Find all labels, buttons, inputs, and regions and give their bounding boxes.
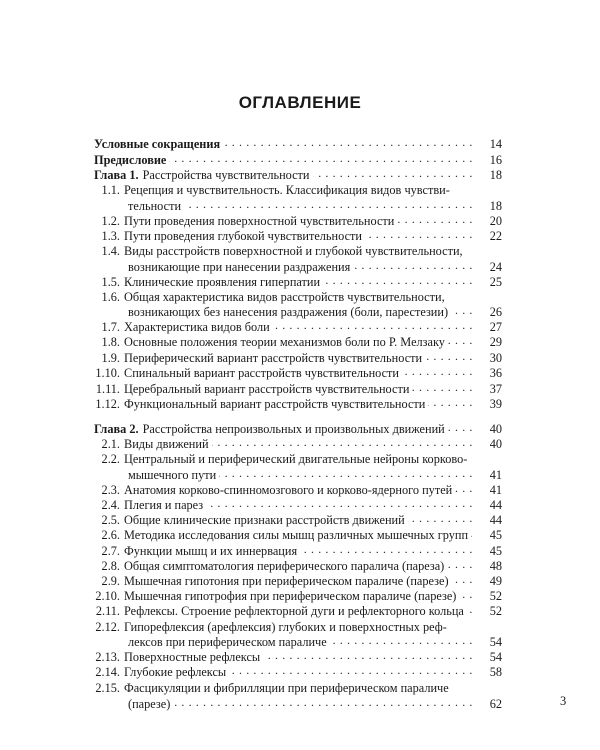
dot-leader xyxy=(184,198,473,214)
toc-entry-number: 2.10. xyxy=(95,589,120,603)
toc-entry xyxy=(94,421,502,437)
dot-leader xyxy=(212,436,473,452)
toc-entry-title: Спинальный вариант расстройств чувствительности xyxy=(124,366,400,380)
toc-entry-number: 2.9. xyxy=(101,574,120,588)
toc-entry-title: Основные положения теории механизмов боли по Р. Мелзаку xyxy=(124,335,445,349)
toc-entry xyxy=(94,243,502,259)
toc-entry-page: 18 xyxy=(489,199,502,213)
toc-entry xyxy=(94,603,502,619)
dot-leader xyxy=(273,319,473,335)
toc-entry-title: Церебральный вариант расстройств чувствительности xyxy=(124,382,410,396)
toc-entry-number: 2.2. xyxy=(101,452,120,466)
toc-entry xyxy=(94,304,502,320)
dot-leader xyxy=(452,573,473,589)
toc-entry-number: 2.15. xyxy=(95,681,120,695)
dot-leader xyxy=(412,381,473,397)
dot-leader xyxy=(425,350,473,366)
toc-entry-title: Предисловие xyxy=(94,153,167,167)
toc-entry-page: 16 xyxy=(489,153,502,167)
toc-entry-number: 2.8. xyxy=(101,559,120,573)
toc-entry-number: 1.7. xyxy=(101,320,120,334)
chapter-number: Глава 2. xyxy=(94,422,139,436)
toc-entry xyxy=(94,482,502,498)
toc-entry-page: 27 xyxy=(489,320,502,334)
dot-leader xyxy=(459,588,473,604)
toc-entry-page: 52 xyxy=(489,604,502,618)
toc-entry-number: 1.4. xyxy=(101,244,120,258)
toc-entry-number: 1.6. xyxy=(101,290,120,304)
page-number: 3 xyxy=(560,694,567,708)
toc-entry-page: 24 xyxy=(489,260,502,274)
toc-entry-title: Клинические проявления гиперпатии xyxy=(124,275,321,289)
dot-leader xyxy=(451,304,473,320)
toc-entry xyxy=(94,527,502,543)
toc-entry-page: 54 xyxy=(489,650,502,664)
dot-leader xyxy=(471,527,473,543)
toc-entry-title: тельности xyxy=(128,199,182,213)
dot-leader xyxy=(447,558,473,574)
toc-entry-title: мышечного пути xyxy=(128,468,217,482)
toc-entry-title: Глубокие рефлексы xyxy=(124,665,227,679)
toc-entry-title: Рецепция и чувствительность. Классификация видов чувстви- xyxy=(124,183,450,197)
toc-entry-page: 62 xyxy=(489,697,502,711)
toc-entry xyxy=(94,680,502,696)
toc-entry xyxy=(94,664,502,680)
dot-leader xyxy=(330,634,473,650)
toc-entry xyxy=(94,136,502,152)
toc-entry-page: 18 xyxy=(489,168,502,182)
toc-entry-page: 52 xyxy=(489,589,502,603)
dot-leader xyxy=(408,512,473,528)
dot-leader xyxy=(467,603,473,619)
toc-entry-title: Анатомия корково-спинномозгового и корково-ядерного путей xyxy=(124,483,453,497)
toc-entry-title: Плегия и парез xyxy=(124,498,204,512)
toc-entry-number: 2.5. xyxy=(101,513,120,527)
dot-leader xyxy=(206,497,473,513)
toc-entry-number: 1.11. xyxy=(95,382,120,396)
dot-leader xyxy=(223,136,473,152)
toc-entry-title: Мышечная гипотрофия при периферическом параличе (парезе) xyxy=(124,589,457,603)
toc-entry xyxy=(94,696,502,712)
toc-entry-title: Общая характеристика видов расстройств чувствительности, xyxy=(124,290,445,304)
toc-entry-page: 58 xyxy=(489,665,502,679)
toc-entry xyxy=(94,334,502,350)
dot-leader xyxy=(455,482,473,498)
toc-entry-title: Расстройства чувствительности xyxy=(142,168,310,182)
toc-entry-page: 45 xyxy=(489,528,502,542)
toc-entry-page: 14 xyxy=(489,137,502,151)
toc-heading: ОГЛАВЛЕНИЕ xyxy=(238,93,362,112)
toc-entry-number: 2.1. xyxy=(101,437,120,451)
dot-leader xyxy=(300,543,473,559)
toc-entry-title: Функции мышц и их иннервация xyxy=(124,544,298,558)
toc-entry-page: 40 xyxy=(489,437,502,451)
toc-entry-page: 25 xyxy=(489,275,502,289)
toc-entry xyxy=(94,152,502,168)
toc-entry-title: Пути проведения поверхностной чувствительности xyxy=(124,214,395,228)
toc-entry-page: 29 xyxy=(489,335,502,349)
toc-entry-title: Общая симптоматология периферического паралича (пареза) xyxy=(124,559,445,573)
toc-entry xyxy=(94,558,502,574)
toc-entry-number: 1.12. xyxy=(95,397,120,411)
toc-entry-title: Рефлексы. Строение рефлекторной дуги и рефлекторного кольца xyxy=(124,604,464,618)
toc-entry-number: 1.9. xyxy=(101,351,120,365)
toc-entry xyxy=(94,396,502,412)
toc-entry-page: 44 xyxy=(489,513,502,527)
toc-entry-number: 1.8. xyxy=(101,335,120,349)
toc-entry-title: Функциональный вариант расстройств чувствительности xyxy=(124,397,426,411)
toc-entry-number: 2.4. xyxy=(101,498,120,512)
toc-entry-page: 54 xyxy=(489,635,502,649)
toc-entry-title: Центральный и периферический двигательные нейроны корково- xyxy=(124,452,468,466)
toc-entry-number: 2.3. xyxy=(101,483,120,497)
toc-entry-page: 45 xyxy=(489,544,502,558)
toc-entry-title: возникающих без нанесения раздражения (боли, парестезии) xyxy=(128,305,449,319)
toc-entry-title: Мышечная гипотония при периферическом параличе (парезе) xyxy=(124,574,449,588)
chapter-number: Глава 1. xyxy=(94,168,139,182)
toc-entry xyxy=(94,228,502,244)
toc-entry-title: Поверхностные рефлексы xyxy=(124,650,261,664)
toc-entry xyxy=(94,319,502,335)
toc-entry-title: Фасцикуляции и фибрилляции при периферическом параличе xyxy=(124,681,449,695)
toc-entry xyxy=(94,167,502,183)
toc-entry-page: 41 xyxy=(489,483,502,497)
toc-entry-title: Условные сокращения xyxy=(94,137,221,151)
toc-entry xyxy=(94,467,502,483)
toc-entry-number: 2.7. xyxy=(101,544,120,558)
toc-entry-number: 1.2. xyxy=(101,214,120,228)
toc-entry xyxy=(94,274,502,290)
toc-entry-title: возникающие при нанесении раздражения xyxy=(128,260,351,274)
toc-entry xyxy=(94,213,502,229)
toc-entry-page: 37 xyxy=(489,382,502,396)
toc-entry xyxy=(94,573,502,589)
toc-entry xyxy=(94,381,502,397)
toc-entry-title: Виды движений xyxy=(124,437,209,451)
toc-entry xyxy=(94,619,502,635)
toc-entry-title: (парезе) xyxy=(128,697,171,711)
dot-leader xyxy=(353,259,473,275)
toc-entry-number: 1.5. xyxy=(101,275,120,289)
toc-entry xyxy=(94,436,502,452)
toc-entry-number: 2.12. xyxy=(95,620,120,634)
dot-leader xyxy=(323,274,473,290)
dot-leader xyxy=(219,467,473,483)
dot-leader xyxy=(169,152,473,168)
toc-entry-page: 22 xyxy=(489,229,502,243)
toc-entry-page: 48 xyxy=(489,559,502,573)
toc-entry-page: 20 xyxy=(489,214,502,228)
toc-entry-page: 26 xyxy=(489,305,502,319)
dot-leader xyxy=(448,421,473,437)
dot-leader xyxy=(365,228,473,244)
toc-entry-number: 1.3. xyxy=(101,229,120,243)
toc-entry-page: 40 xyxy=(489,422,502,436)
toc-entry-number: 2.11. xyxy=(95,604,120,618)
dot-leader xyxy=(263,649,473,665)
toc-entry xyxy=(94,182,502,198)
dot-leader xyxy=(448,334,473,350)
toc-entry-number: 2.14. xyxy=(95,665,120,679)
toc-entry-page: 30 xyxy=(489,351,502,365)
toc-entry xyxy=(94,451,502,467)
toc-entry-title: лексов при периферическом параличе xyxy=(128,635,327,649)
toc-entry-title: Методика исследования силы мышц различных мышечных групп xyxy=(124,528,469,542)
toc-entry-number: 2.13. xyxy=(95,650,120,664)
toc-entry xyxy=(94,365,502,381)
toc-entry-title: Виды расстройств поверхностной и глубокой чувствительности, xyxy=(124,244,463,258)
toc-entry xyxy=(94,497,502,513)
toc-entry-title: Характеристика видов боли xyxy=(124,320,270,334)
toc-entry xyxy=(94,350,502,366)
toc-entry-title: Расстройства непроизвольных и произвольных движений xyxy=(142,422,445,436)
toc-entry-page: 39 xyxy=(489,397,502,411)
toc-entry-page: 44 xyxy=(489,498,502,512)
toc-entry xyxy=(94,588,502,604)
toc-entry-number: 1.10. xyxy=(95,366,120,380)
toc-entry xyxy=(94,259,502,275)
toc-entry xyxy=(94,649,502,665)
toc-entry-page: 41 xyxy=(489,468,502,482)
toc-entry xyxy=(94,289,502,305)
dot-leader xyxy=(402,365,473,381)
toc-entry-title: Общие клинические признаки расстройств движений xyxy=(124,513,405,527)
toc-entry-title: Периферический вариант расстройств чувствительности xyxy=(124,351,423,365)
toc-entry-number: 2.6. xyxy=(101,528,120,542)
dot-leader xyxy=(397,213,473,229)
toc-entry-title: Гипорефлексия (арефлексия) глубоких и поверхностных реф- xyxy=(124,620,447,634)
dot-leader xyxy=(173,696,473,712)
dot-leader xyxy=(229,664,473,680)
dot-leader xyxy=(428,396,473,412)
toc-entry-number: 1.1. xyxy=(101,183,120,197)
toc-entry xyxy=(94,543,502,559)
toc-entry xyxy=(94,512,502,528)
toc-entry xyxy=(94,634,502,650)
toc-entry-page: 36 xyxy=(489,366,502,380)
toc-entry-title: Пути проведения глубокой чувствительности xyxy=(124,229,362,243)
dot-leader xyxy=(313,167,473,183)
toc-entry-page: 49 xyxy=(489,574,502,588)
toc-entry xyxy=(94,198,502,214)
